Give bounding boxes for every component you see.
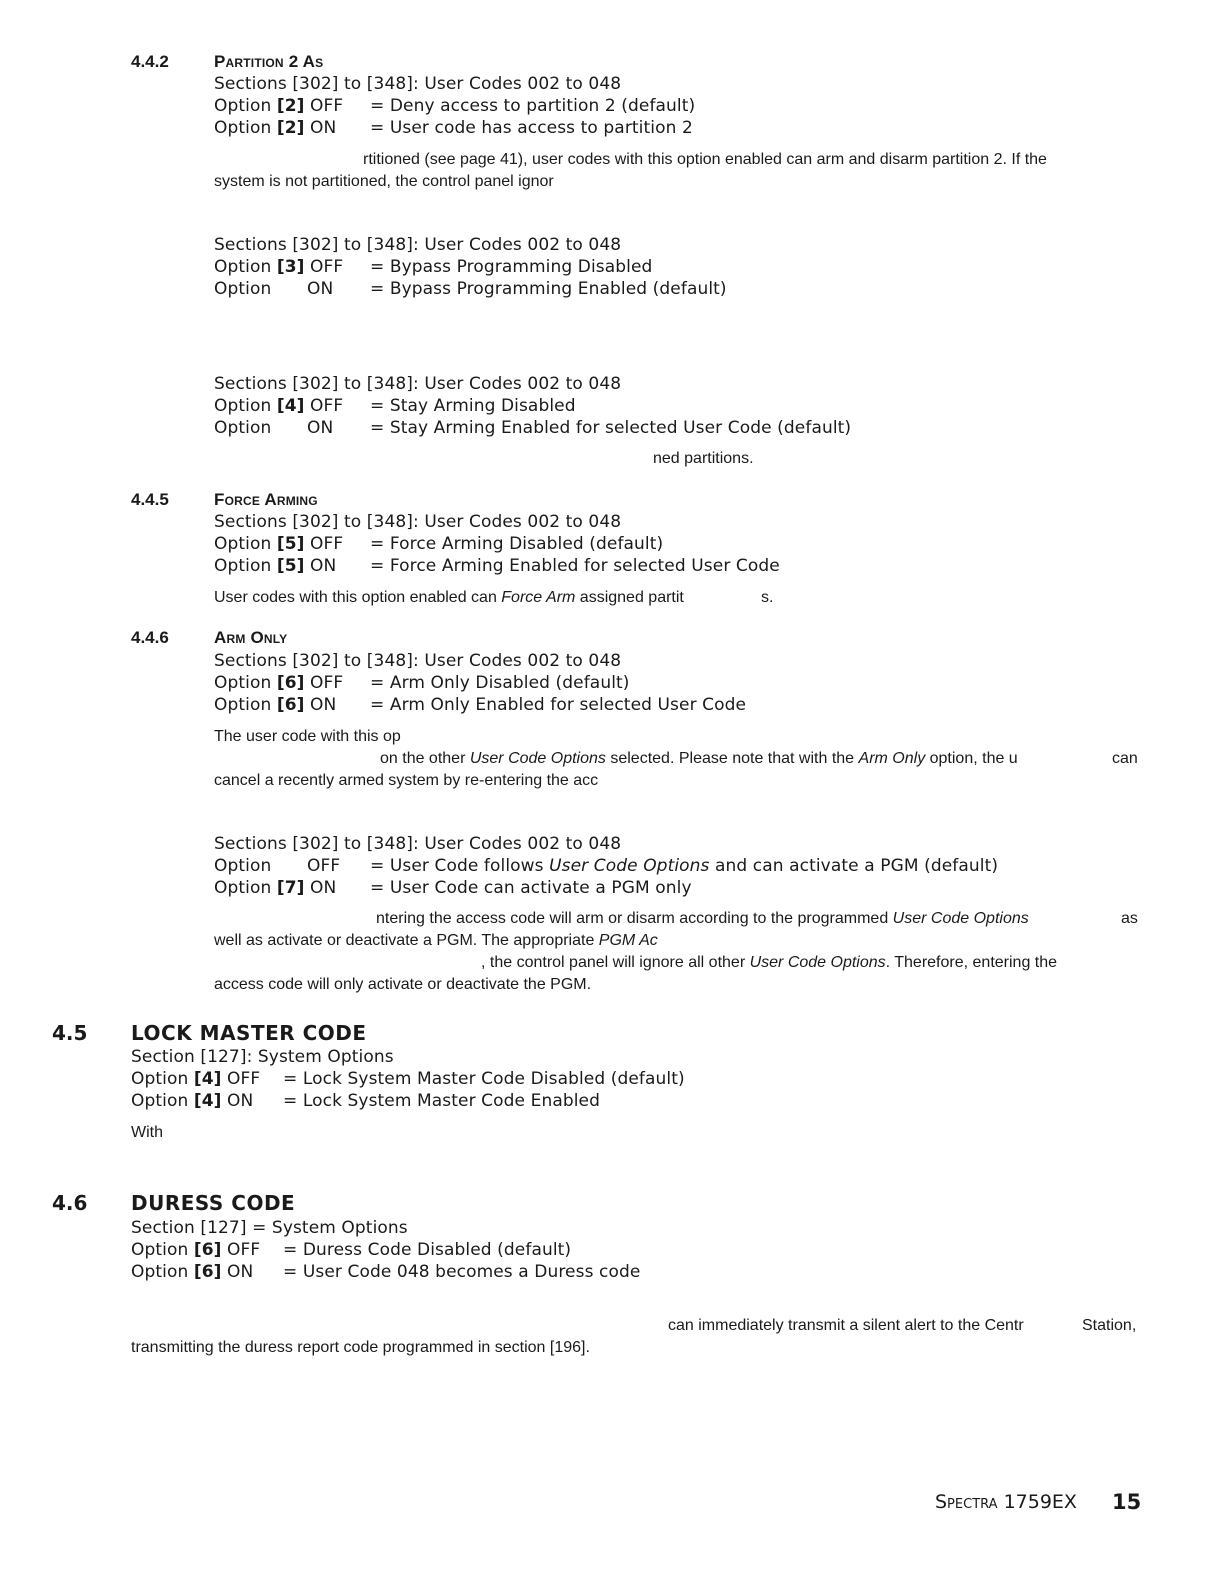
paragraph-text: on the other User Code Options selected. Please note that with the Arm Only option, the u (380, 750, 1018, 767)
option-line: Option [4] OFF (214, 396, 344, 416)
option-line: Option (214, 418, 272, 438)
section-number-4-6: 4.6 (52, 1191, 88, 1215)
sections-line: Sections [302] to [348]: User Codes 002 to 048 (214, 512, 622, 532)
paragraph-text: Station, (1082, 1317, 1137, 1334)
option-desc: = Force Arming Disabled (default) (370, 534, 664, 554)
option-line: Option [3] OFF (214, 257, 344, 277)
option-line: Option (214, 856, 272, 876)
paragraph-text: ned partitions. (653, 450, 754, 467)
option-line: Option [2] ON (214, 118, 337, 138)
footer-brand: Spectra 1759EX (935, 1491, 1077, 1513)
section-number-4-4-5: 4.4.5 (131, 490, 169, 509)
section-title-force-arming: Force Arming (214, 490, 318, 509)
option-state: OFF (307, 856, 341, 876)
option-line: Option [2] OFF (214, 96, 344, 116)
paragraph-text: rtitioned (see page 41), user codes with this option enabled can arm and disarm partition 2. If the (363, 151, 1047, 168)
option-desc: = User Code 048 becomes a Duress code (283, 1262, 641, 1282)
option-line: Option [5] ON (214, 556, 337, 576)
option-desc: = Arm Only Enabled for selected User Code (370, 695, 747, 715)
paragraph-text: transmitting the duress report code programmed in section [196]. (131, 1339, 590, 1356)
section-title-partition-2: Partition 2 As (214, 52, 324, 71)
option-desc: = User Code can activate a PGM only (370, 878, 692, 898)
option-desc: = Stay Arming Disabled (370, 396, 576, 416)
paragraph-text: system is not partitioned, the control panel ignor (214, 173, 554, 190)
sections-line: Sections [302] to [348]: User Codes 002 to 048 (214, 834, 622, 854)
paragraph-text: With (131, 1124, 163, 1141)
option-line: Option [6] ON (131, 1262, 254, 1282)
option-desc: = Lock System Master Code Disabled (default) (283, 1069, 685, 1089)
option-desc: = Deny access to partition 2 (default) (370, 96, 696, 116)
option-line: Option [5] OFF (214, 534, 344, 554)
section-number-4-5: 4.5 (52, 1021, 88, 1045)
sections-line: Sections [302] to [348]: User Codes 002 to 048 (214, 374, 622, 394)
section-number-4-4-6: 4.4.6 (131, 628, 169, 647)
sections-line: Section [127]: System Options (131, 1047, 394, 1067)
option-state: ON (307, 279, 334, 299)
paragraph-text: can immediately transmit a silent alert to the Centr (668, 1317, 1024, 1334)
paragraph-text: User codes with this option enabled can Force Arm assigned partit (214, 589, 684, 606)
section-title-arm-only: Arm Only (214, 628, 288, 647)
option-desc: = Lock System Master Code Enabled (283, 1091, 600, 1111)
paragraph-text: access code will only activate or deactivate the PGM. (214, 976, 592, 993)
paragraph-text: The user code with this op (214, 728, 401, 745)
paragraph-text: ntering the access code will arm or disarm according to the programmed User Code Options (376, 910, 1029, 927)
page-number: 15 (1112, 1490, 1142, 1514)
paragraph-text: cancel a recently armed system by re-entering the acc (214, 772, 599, 789)
sections-line: Sections [302] to [348]: User Codes 002 to 048 (214, 74, 622, 94)
option-desc: = User Code follows User Code Options and can activate a PGM (default) (370, 856, 999, 876)
option-desc: = Bypass Programming Enabled (default) (370, 279, 727, 299)
paragraph-text: , the control panel will ignore all other User Code Options. Therefore, entering the (481, 954, 1058, 971)
option-desc: = Force Arming Enabled for selected User Code (370, 556, 780, 576)
paragraph-text: s. (761, 589, 774, 606)
option-line: Option [4] OFF (131, 1069, 261, 1089)
option-desc: = Stay Arming Enabled for selected User Code (default) (370, 418, 852, 438)
sections-line: Sections [302] to [348]: User Codes 002 to 048 (214, 235, 622, 255)
option-line: Option (214, 279, 272, 299)
section-title-lock-master-code: LOCK MASTER CODE (131, 1021, 367, 1045)
option-desc: = Bypass Programming Disabled (370, 257, 653, 277)
sections-line: Sections [302] to [348]: User Codes 002 to 048 (214, 651, 622, 671)
sections-line: Section [127] = System Options (131, 1218, 408, 1238)
option-desc: = User code has access to partition 2 (370, 118, 693, 138)
paragraph-text: as (1121, 910, 1138, 927)
option-state: ON (307, 418, 334, 438)
option-line: Option [7] ON (214, 878, 337, 898)
paragraph-text: can (1112, 750, 1138, 767)
option-line: Option [6] OFF (214, 673, 344, 693)
option-desc: = Arm Only Disabled (default) (370, 673, 630, 693)
section-number-4-4-2: 4.4.2 (131, 52, 169, 71)
option-desc: = Duress Code Disabled (default) (283, 1240, 572, 1260)
paragraph-text: well as activate or deactivate a PGM. The appropriate PGM Ac (214, 932, 658, 949)
option-line: Option [6] ON (214, 695, 337, 715)
section-title-duress-code: DURESS CODE (131, 1191, 296, 1215)
option-line: Option [4] ON (131, 1091, 254, 1111)
option-line: Option [6] OFF (131, 1240, 261, 1260)
